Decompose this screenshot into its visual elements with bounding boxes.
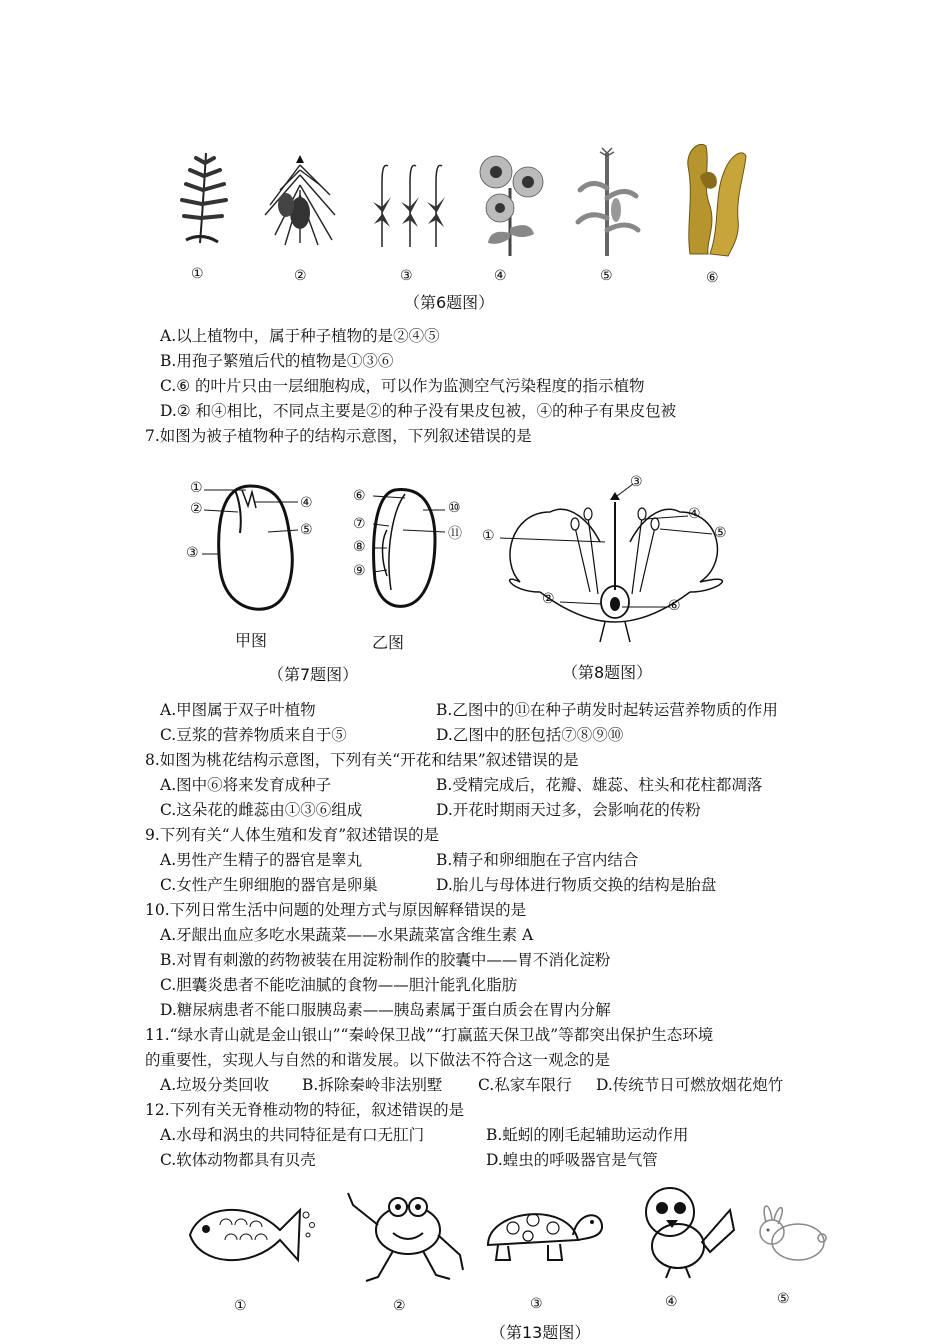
yi-mark-7: ⑦ [353, 516, 366, 532]
q8-stem: 8.如图为桃花结构示意图，下列有关“开花和结果”叙述错误的是 [145, 751, 579, 769]
q9-option-c: C.女性产生卵细胞的器官是卵巢 [160, 876, 378, 894]
q6-option-d: D.② 和④相比，不同点主要是②的种子没有果皮包被，④的种子有果皮包被 [160, 402, 677, 420]
fig8-caption: （第8题图） [562, 663, 653, 682]
q8-option-b: B.受精完成后，花瓣、雄蕊、柱头和花柱都凋落 [436, 776, 763, 794]
q11-option-b: B.拆除秦岭非法别墅 [302, 1076, 443, 1094]
q9-stem: 9.下列有关“人体生殖和发育”叙述错误的是 [145, 826, 440, 844]
q10-option-a: A.牙龈出血应多吃水果蔬菜——水果蔬菜富含维生素 A [160, 926, 534, 944]
seaweed-icon [680, 136, 752, 260]
peach-flower-diagram [480, 472, 760, 652]
q7-option-d: D.乙图中的胚包括⑦⑧⑨⑩ [436, 726, 624, 744]
frog-icon [338, 1185, 468, 1285]
fig13-caption: （第13题图） [490, 1323, 591, 1342]
fig6-label-5: ⑤ [600, 268, 613, 284]
fig8-mark-2: ② [542, 591, 555, 607]
jia-label: 甲图 [235, 631, 268, 650]
fig13-label-1: ① [234, 1298, 247, 1314]
q11-stem-line2: 的重要性，实现人与自然的和谐发展。以下做法不符合这一观念的是 [145, 1051, 611, 1069]
yi-label: 乙图 [372, 633, 405, 652]
q11-option-d: D.传统节日可燃放烟花炮竹 [596, 1076, 784, 1094]
fig13-label-2: ② [393, 1298, 406, 1314]
q12-option-c: C.软体动物都具有贝壳 [160, 1151, 316, 1169]
yi-mark-8: ⑧ [353, 539, 366, 555]
fig8-mark-1: ① [482, 528, 495, 544]
bird-icon [630, 1180, 740, 1280]
fish-icon [180, 1195, 320, 1275]
rabbit-icon [752, 1198, 832, 1268]
q10-option-b: B.对胃有刺激的药物被装在用淀粉制作的胶囊中——胃不消化淀粉 [160, 951, 611, 969]
jia-mark-5: ⑤ [300, 522, 313, 538]
q8-option-a: A.图中⑥将来发育成种子 [160, 776, 332, 794]
jia-mark-4: ④ [300, 495, 313, 511]
q11-option-c: C.私家车限行 [478, 1076, 572, 1094]
q8-option-c: C.这朵花的雌蕊由①③⑥组成 [160, 801, 363, 819]
corn-icon [572, 148, 642, 258]
q7-option-a: A.甲图属于双子叶植物 [160, 701, 316, 719]
q12-option-d: D.蝗虫的呼吸器官是气管 [486, 1151, 658, 1169]
q10-option-d: D.糖尿病患者不能口服胰岛素——胰岛素属于蛋白质会在胃内分解 [160, 1001, 611, 1019]
fig6-label-3: ③ [400, 268, 413, 284]
yi-mark-10: ⑩ [448, 500, 461, 516]
yi-mark-6: ⑥ [353, 488, 366, 504]
q10-stem: 10.下列日常生活中问题的处理方式与原因解释错误的是 [145, 901, 527, 919]
fig13-label-5: ⑤ [777, 1291, 790, 1307]
yi-mark-11: ⑪ [448, 526, 462, 542]
fig8-mark-4: ④ [688, 506, 701, 522]
jia-mark-1: ① [190, 480, 203, 496]
q7-stem: 7.如图为被子植物种子的结构示意图，下列叙述错误的是 [145, 427, 532, 445]
jia-mark-3: ③ [186, 545, 199, 561]
yi-mark-9: ⑨ [353, 563, 366, 579]
fig13-label-4: ④ [665, 1294, 678, 1310]
fig6-caption: （第6题图） [404, 293, 495, 312]
q9-option-d: D.胎儿与母体进行物质交换的结构是胎盘 [436, 876, 717, 894]
fig8-mark-6: ⑥ [668, 598, 681, 614]
q6-option-a: A.以上植物中，属于种子植物的是②④⑤ [160, 327, 440, 345]
q12-stem: 12.下列有关无脊椎动物的特征，叙述错误的是 [145, 1101, 465, 1119]
fig8-mark-5: ⑤ [714, 525, 727, 541]
q9-option-b: B.精子和卵细胞在子宫内结合 [436, 851, 639, 869]
fern-icon [168, 148, 238, 248]
pine-icon [260, 155, 340, 250]
q6-option-c: C.⑥ 的叶片只由一层细胞构成，可以作为监测空气污染程度的指示植物 [160, 377, 645, 395]
q11-option-a: A.垃圾分类回收 [160, 1076, 270, 1094]
q9-option-a: A.男性产生精子的器官是睾丸 [160, 851, 363, 869]
q12-option-a: A.水母和涡虫的共同特征是有口无肛门 [160, 1126, 425, 1144]
q6-option-b: B.用孢子繁殖后代的植物是①③⑥ [160, 352, 394, 370]
fig6-label-4: ④ [494, 268, 507, 284]
q8-option-d: D.开花时期雨天过多，会影响花的传粉 [436, 801, 701, 819]
fig13-label-3: ③ [530, 1296, 543, 1312]
moss-icon [370, 152, 450, 252]
q12-option-b: B.蚯蚓的刚毛起辅助运动作用 [486, 1126, 689, 1144]
fig6-label-1: ① [191, 266, 204, 282]
fig6-label-6: ⑥ [706, 270, 719, 286]
fig6-label-2: ② [294, 268, 307, 284]
fig7-caption: （第7题图） [268, 665, 359, 684]
q10-option-c: C.胆囊炎患者不能吃油腻的食物——胆汁能乳化脂肪 [160, 976, 518, 994]
sunflower-icon [470, 148, 550, 258]
q11-stem-line1: 11.“绿水青山就是金山银山”“秦岭保卫战”“打赢蓝天保卫战”等都突出保护生态环境 [145, 1026, 714, 1044]
jia-mark-2: ② [190, 501, 203, 517]
q7-option-c: C.豆浆的营养物质来自于⑤ [160, 726, 347, 744]
q7-option-b: B.乙图中的⑪在种子萌发时起转运营养物质的作用 [436, 701, 778, 719]
turtle-icon [478, 1190, 608, 1270]
fig8-mark-3: ③ [630, 474, 643, 490]
